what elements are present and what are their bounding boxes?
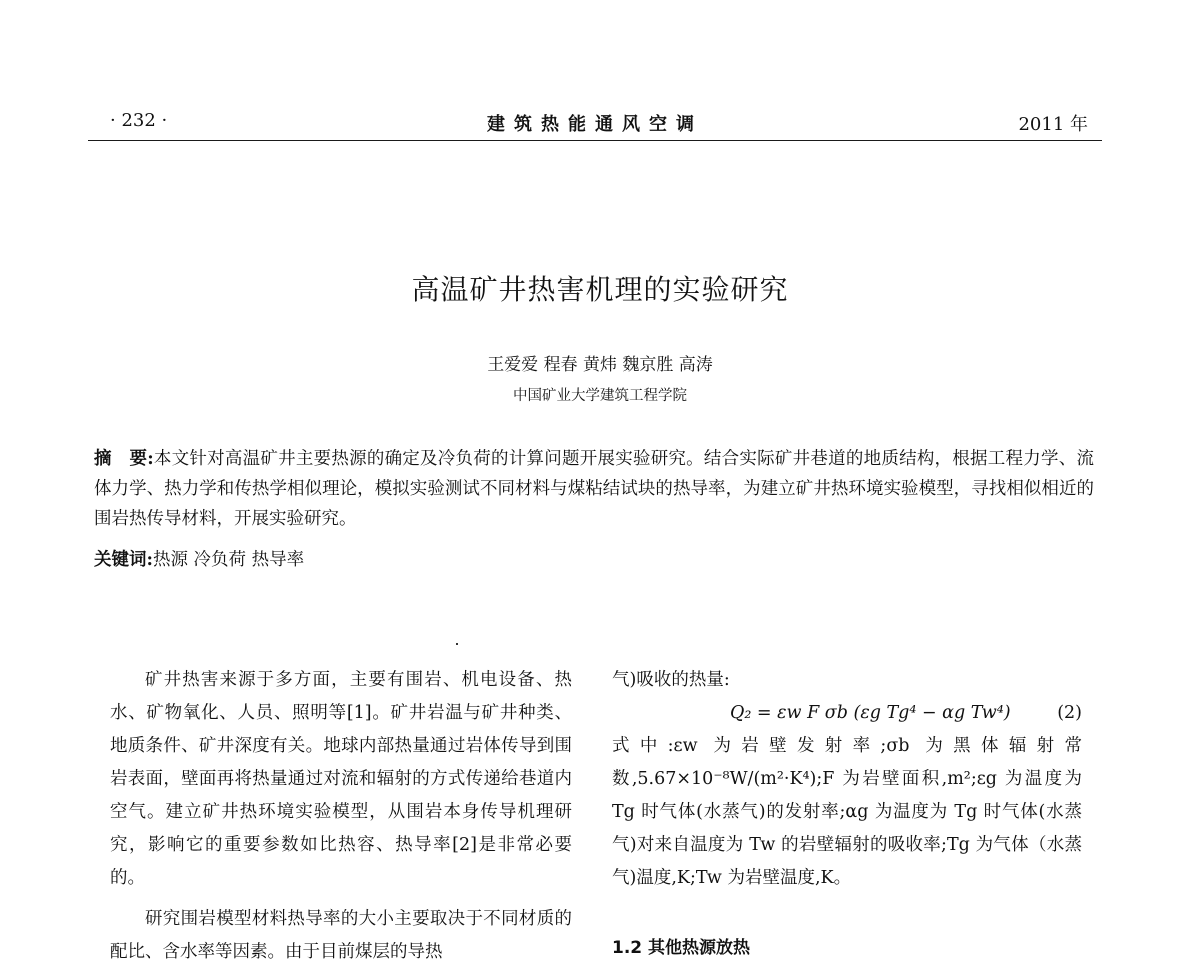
symbol-definitions: 式中:εw 为岩壁发射率;σb 为黑体辐射常数,5.67×10⁻⁸W/(m²·K⁴);F 为岩壁面积,m²;εg 为温度为 Tg 时气体(水蒸气)的发射率;αg 为温度为 Tg 时气体(水蒸气)对来自温度为 Tw 的岩壁辐射的吸收率;Tg 为气体（水蒸气)温度,K;Tw 为岩壁温度,K。 bbox=[612, 736, 1082, 888]
equation-intro: 气)吸收的热量: bbox=[612, 670, 730, 690]
body-right-column bbox=[612, 664, 1082, 895]
publication-year: 2011 年 bbox=[1018, 114, 1088, 135]
keywords-label: 关键词: bbox=[94, 550, 153, 570]
abstract bbox=[94, 444, 1094, 534]
author-list: 王爱爱 程春 黄炜 魏京胜 高涛 bbox=[487, 355, 713, 375]
paper-title: 高温矿井热害机理的实验研究 bbox=[411, 273, 789, 306]
equation-2 bbox=[612, 697, 1082, 730]
abstract-text: 本文针对高温矿井主要热源的确定及冷负荷的计算问题开展实验研究。结合实际矿井巷道的地质结构，根据工程力学、流体力学、热力学和传热学相似理论，模拟实验测试不同材料与煤粘结试块的热导率，为建立矿井热环境实验模型，寻找相似相近的围岩热传导材料，开展实验研究。 bbox=[94, 449, 1094, 529]
separator-dot bbox=[456, 643, 458, 645]
abstract-label: 摘 要: bbox=[94, 449, 154, 469]
page-number: · 232 · bbox=[110, 110, 168, 131]
body-paragraph: 研究围岩模型材料热导率的大小主要取决于不同材质的配比、含水率等因素。由于目前煤层的导热 bbox=[110, 909, 572, 962]
body-paragraph: 矿井热害来源于多方面，主要有围岩、机电设备、热水、矿物氧化、人员、照明等[1]。矿井岩温与矿井种类、地质条件、矿井深度有关。地球内部热量通过岩体传导到围岩表面，壁面再将热量通过对流和辐射的方式传递给巷道内空气。建立矿井热环境实验模型，从围岩本身传导机理研究，影响它的重要参数如比热容、热导率[2]是非常必要的。 bbox=[110, 670, 572, 888]
keywords bbox=[94, 546, 304, 571]
equation-number: (2) bbox=[1057, 703, 1082, 723]
running-header bbox=[88, 110, 1102, 141]
body-left-column bbox=[110, 664, 572, 977]
journal-name: 建筑热能通风空调 bbox=[487, 114, 703, 135]
section-heading: 1.2 其他热源放热 bbox=[612, 938, 751, 958]
equation-expression: Q₂ = εw F σb (εg Tg⁴ − αg Tw⁴) bbox=[730, 703, 1011, 723]
affiliation: 中国矿业大学建筑工程学院 bbox=[513, 388, 687, 404]
keywords-text: 热源 冷负荷 热导率 bbox=[152, 550, 305, 570]
